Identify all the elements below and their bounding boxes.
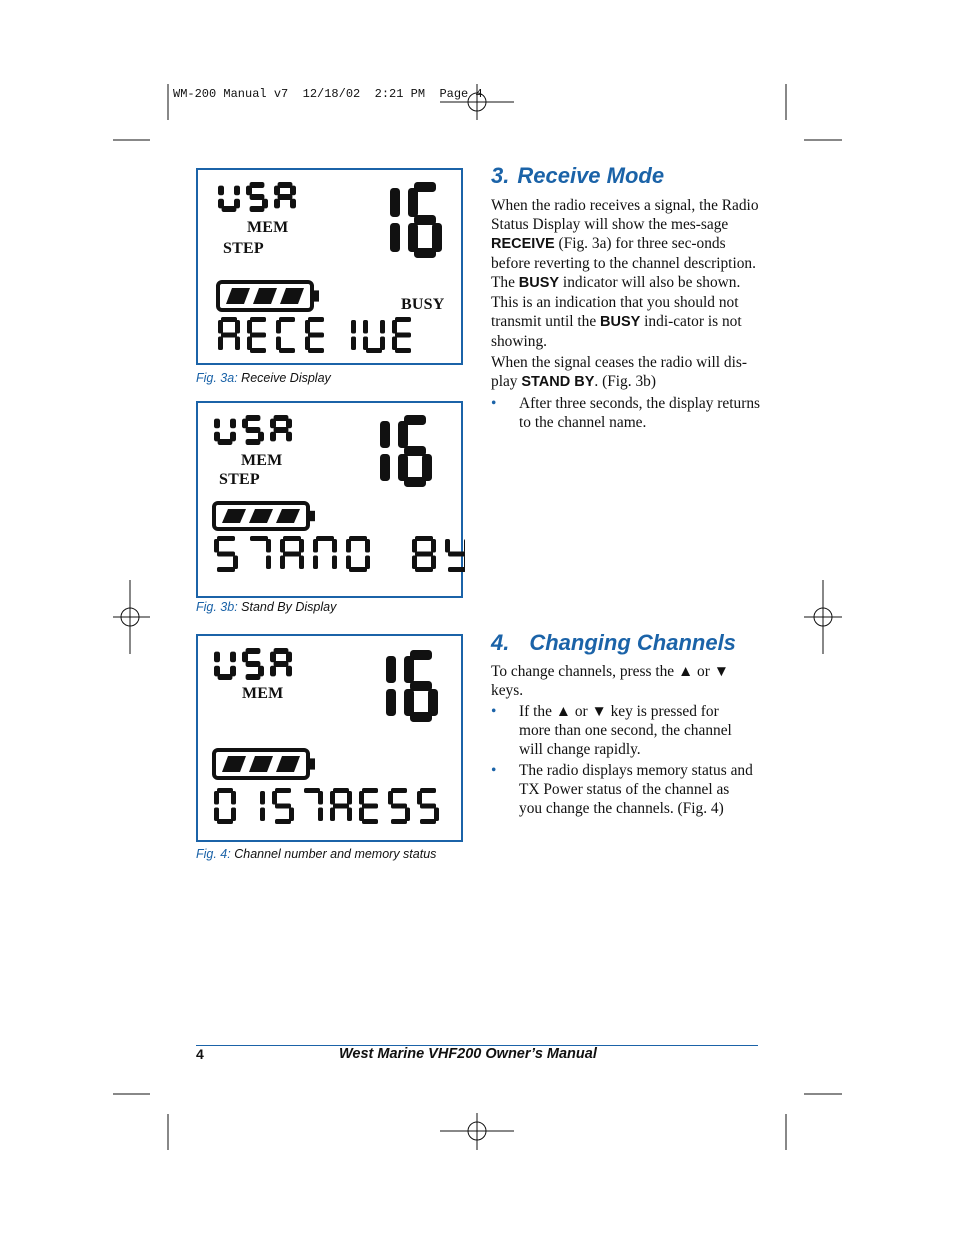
battery-tip	[314, 290, 319, 301]
lcd-segment	[347, 808, 352, 822]
lcd-segment	[246, 674, 261, 680]
text: (Fig. 3a) for three sec-onds before reverting to the channel description. The	[491, 235, 756, 291]
lcd-segment	[247, 337, 252, 351]
lcd-segment	[214, 539, 219, 553]
lcd-segment	[290, 199, 296, 209]
keyword-receive: RECEIVE	[491, 236, 555, 252]
battery-bar	[253, 288, 277, 304]
lcd-segment	[286, 666, 292, 677]
caption-text: Receive Display	[237, 371, 331, 385]
lcd-segment	[218, 186, 224, 196]
text: indi-cator is not showing.	[491, 313, 742, 350]
battery-bar	[276, 756, 300, 772]
text: . (Fig. 3b)	[594, 373, 656, 390]
caption-fig-label: Fig. 4:	[196, 847, 231, 861]
lcd-segment	[359, 808, 364, 822]
lcd-segment	[391, 804, 407, 809]
lcd-segment	[330, 808, 335, 822]
list-item-text: After three seconds, the display returns to the channel name.	[519, 395, 761, 431]
lcd-segment	[313, 556, 318, 570]
lcd-segment	[289, 808, 294, 822]
lcd-segment	[363, 320, 368, 334]
lcd-segment	[246, 186, 252, 196]
lcd-segment	[392, 337, 397, 351]
paragraph	[491, 196, 761, 351]
lcd-segment	[266, 539, 271, 553]
lcd-segment	[404, 656, 414, 683]
lcd-segment	[362, 819, 378, 824]
lcd-segment	[366, 348, 382, 353]
lcd-segment	[250, 348, 266, 353]
lcd-segment	[231, 791, 236, 805]
lcd-segment	[386, 656, 396, 683]
lcd-segment	[235, 320, 240, 334]
lcd-segment	[404, 446, 426, 456]
lcd-segment	[218, 337, 223, 351]
caption-text: Channel number and memory status	[230, 847, 437, 861]
battery-bar	[226, 288, 250, 304]
lcd-segment	[214, 419, 220, 429]
lcd-segment	[417, 791, 422, 805]
lcd-segment	[445, 539, 450, 553]
lcd-segment	[235, 337, 240, 351]
lcd-segment	[217, 552, 235, 557]
lcd-segment	[276, 320, 281, 334]
lcd-segment	[398, 454, 408, 481]
lcd-segment	[274, 199, 280, 209]
lcd-segment	[299, 539, 304, 553]
keyword-busy: BUSY	[600, 314, 641, 330]
lcd-segment	[428, 689, 438, 716]
text: When the signal ceases the radio will dis-play	[491, 354, 748, 390]
lcd-segment	[218, 199, 224, 209]
lcd-segment	[242, 419, 248, 429]
lcd-segment	[316, 536, 334, 541]
lcd-segment	[299, 556, 304, 570]
lcd-segment	[275, 788, 291, 793]
lcd-segment	[330, 791, 335, 805]
list-item-text: If the ▲ or ▼ key is pressed for more than one second, the channel will change rapidly.	[519, 703, 732, 758]
lcd-segment	[431, 556, 436, 570]
lcd-segment	[346, 556, 351, 570]
lcd-segment	[217, 788, 233, 793]
lcd-segment	[414, 215, 436, 225]
lcd-segment	[390, 223, 400, 252]
page-number: 4	[196, 1046, 204, 1062]
lcd-segment	[230, 419, 236, 429]
lcd-segment	[234, 186, 240, 196]
lcd-figure-4	[196, 634, 463, 842]
caption-text: Stand By Display	[237, 600, 337, 614]
lcd-graphic-3a	[198, 170, 465, 367]
lcd-segment	[333, 804, 349, 809]
lcd-segment	[270, 432, 276, 442]
lcd-segment	[408, 223, 418, 252]
section-changing-channels-body	[491, 662, 753, 818]
lcd-segment	[283, 552, 301, 557]
lcd-segment	[270, 652, 276, 663]
lcd-segment	[412, 539, 417, 553]
heading-title: Receive Mode	[517, 163, 665, 188]
lcd-segment	[434, 808, 439, 822]
lcd-segment	[274, 186, 280, 196]
lcd-segment	[217, 567, 235, 572]
lcd-segment	[388, 791, 393, 805]
battery-bar	[249, 756, 273, 772]
heading-changing-channels	[491, 630, 736, 656]
lcd-segment	[404, 689, 414, 716]
lcd-segment	[250, 317, 266, 322]
lcd-segment	[230, 652, 236, 663]
lcd-segment	[221, 333, 237, 338]
lcd-segment	[415, 567, 433, 572]
lcd-segment	[347, 791, 352, 805]
lcd-segment	[279, 317, 295, 322]
lcd-segment	[250, 536, 268, 541]
lcd-segment	[214, 808, 219, 822]
lcd-segment	[420, 804, 436, 809]
lcd-segment	[395, 317, 411, 322]
lcd-segment	[391, 819, 407, 824]
lcd-segment	[390, 188, 400, 217]
lcd-segment	[276, 337, 281, 351]
lcd-segment	[363, 337, 368, 351]
lcd-segment	[308, 317, 324, 322]
mem-label: MEM	[242, 685, 284, 702]
lcd-segment	[346, 539, 351, 553]
lcd-segment	[231, 808, 236, 822]
mem-label: MEM	[247, 219, 289, 236]
lcd-segment	[359, 791, 364, 805]
lcd-segment	[270, 419, 276, 429]
lcd-segment	[365, 556, 370, 570]
heading-number: 4.	[491, 630, 510, 655]
lcd-segment	[333, 788, 349, 793]
lcd-segment	[272, 791, 277, 805]
caption-fig-label: Fig. 3a:	[196, 371, 238, 385]
caption-4	[196, 847, 436, 861]
lcd-segment	[279, 348, 295, 353]
lcd-segment	[318, 791, 323, 805]
lcd-segment	[365, 539, 370, 553]
lcd-segment	[405, 808, 410, 822]
battery-bar	[280, 288, 304, 304]
battery-bar	[222, 509, 246, 523]
lcd-segment	[260, 808, 265, 822]
list-item	[491, 394, 761, 432]
lcd-segment	[304, 788, 320, 793]
lcd-segment	[283, 536, 301, 541]
battery-tip	[310, 758, 315, 769]
lcd-segment	[280, 556, 285, 570]
lcd-segment	[246, 427, 261, 433]
lcd-segment	[422, 454, 432, 481]
lcd-segment	[286, 419, 292, 429]
battery-bar	[222, 756, 246, 772]
lcd-segment	[380, 337, 385, 351]
lcd-segment	[246, 661, 261, 667]
section-receive-mode-body	[491, 196, 761, 432]
bullet-icon: •	[491, 395, 497, 412]
lcd-segment	[266, 556, 271, 570]
lcd-segment	[217, 819, 233, 824]
list-item	[491, 702, 753, 759]
lcd-segment	[412, 556, 417, 570]
lcd-segment	[290, 186, 296, 196]
paragraph	[491, 353, 761, 392]
lcd-segment	[420, 819, 436, 824]
lcd-segment	[218, 320, 223, 334]
printer-slug: WM-200 Manual v7 12/18/02 2:21 PM Page 4	[173, 87, 483, 101]
caption-fig-label: Fig. 3b:	[196, 600, 238, 614]
lcd-segment	[274, 661, 289, 667]
lcd-segment	[250, 333, 266, 338]
caption-3b	[196, 600, 336, 614]
lcd-segment	[448, 567, 465, 572]
lcd-segment	[246, 439, 261, 445]
lcd-segment	[362, 804, 378, 809]
bullet-icon: •	[491, 703, 497, 720]
lcd-segment	[395, 348, 411, 353]
lcd-segment	[362, 788, 378, 793]
lcd-segment	[349, 536, 367, 541]
lcd-segment	[351, 337, 356, 351]
lcd-segment	[464, 556, 465, 570]
lcd-segment	[250, 194, 265, 200]
lcd-segment	[318, 808, 323, 822]
lcd-segment	[313, 539, 318, 553]
lcd-segment	[260, 791, 265, 805]
lcd-segment	[392, 320, 397, 334]
lcd-graphic-3b	[198, 403, 465, 600]
lcd-segment	[275, 804, 291, 809]
lcd-segment	[351, 320, 356, 334]
lcd-segment	[332, 539, 337, 553]
lcd-segment	[280, 539, 285, 553]
lcd-segment	[308, 333, 324, 338]
lcd-segment	[217, 536, 235, 541]
lcd-segment	[448, 552, 465, 557]
footer-title: West Marine VHF200 Owner’s Manual	[339, 1046, 597, 1062]
lcd-segment	[250, 206, 265, 212]
lcd-segment	[221, 317, 237, 322]
lcd-segment	[464, 539, 465, 553]
bullet-icon: •	[491, 762, 497, 779]
lcd-segment	[286, 432, 292, 442]
lcd-segment	[395, 333, 411, 338]
lcd-segment	[408, 188, 418, 217]
lcd-segment	[432, 223, 442, 252]
keyword-stand-by: STAND BY	[521, 374, 595, 390]
heading-title: Changing Channels	[529, 630, 736, 655]
lcd-segment	[415, 552, 433, 557]
caption-3a	[196, 371, 331, 385]
lcd-segment	[274, 427, 289, 433]
heading-receive-mode	[491, 163, 664, 189]
keyword-busy: BUSY	[518, 275, 560, 291]
heading-number: 3.	[491, 163, 510, 188]
lcd-segment	[305, 320, 310, 334]
lcd-segment	[308, 348, 324, 353]
battery-bar	[276, 509, 300, 523]
lcd-segment	[270, 666, 276, 677]
lcd-segment	[214, 432, 220, 442]
lcd-segment	[380, 421, 390, 448]
battery-tip	[310, 511, 315, 521]
lcd-segment	[247, 320, 252, 334]
lcd-segment	[214, 791, 219, 805]
paragraph: To change channels, press the ▲ or ▼ keys.	[491, 663, 729, 699]
lcd-segment	[431, 539, 436, 553]
battery-bar	[249, 509, 273, 523]
mem-label: MEM	[241, 452, 283, 469]
list-item-text: The radio displays memory status and TX Power status of the channel as you change the channels. (Fig. 4)	[519, 762, 753, 817]
lcd-segment	[410, 681, 432, 691]
lcd-segment	[380, 454, 390, 481]
lcd-segment	[398, 421, 408, 448]
lcd-segment	[214, 666, 220, 677]
lcd-segment	[233, 556, 238, 570]
lcd-graphic-4	[198, 636, 465, 844]
lcd-figure-3b	[196, 401, 463, 598]
lcd-segment	[391, 788, 407, 793]
step-label: STEP	[219, 471, 260, 488]
lcd-segment	[415, 536, 433, 541]
list-item	[491, 761, 753, 818]
text: When the radio receives a signal, the Radio Status Display will show the mes-sage	[491, 197, 759, 233]
lcd-segment	[380, 320, 385, 334]
lcd-segment	[242, 652, 248, 663]
text: indicator will also be shown. This is an indication that you should not transmit until the	[491, 274, 741, 330]
lcd-segment	[420, 788, 436, 793]
lcd-figure-3a	[196, 168, 463, 365]
step-label: STEP	[223, 240, 264, 257]
lcd-segment	[332, 556, 337, 570]
lcd-segment	[386, 689, 396, 716]
lcd-segment	[275, 819, 291, 824]
lcd-segment	[286, 652, 292, 663]
busy-label: BUSY	[401, 296, 445, 313]
lcd-segment	[349, 567, 367, 572]
lcd-segment	[214, 652, 220, 663]
lcd-segment	[278, 194, 293, 200]
lcd-segment	[305, 337, 310, 351]
